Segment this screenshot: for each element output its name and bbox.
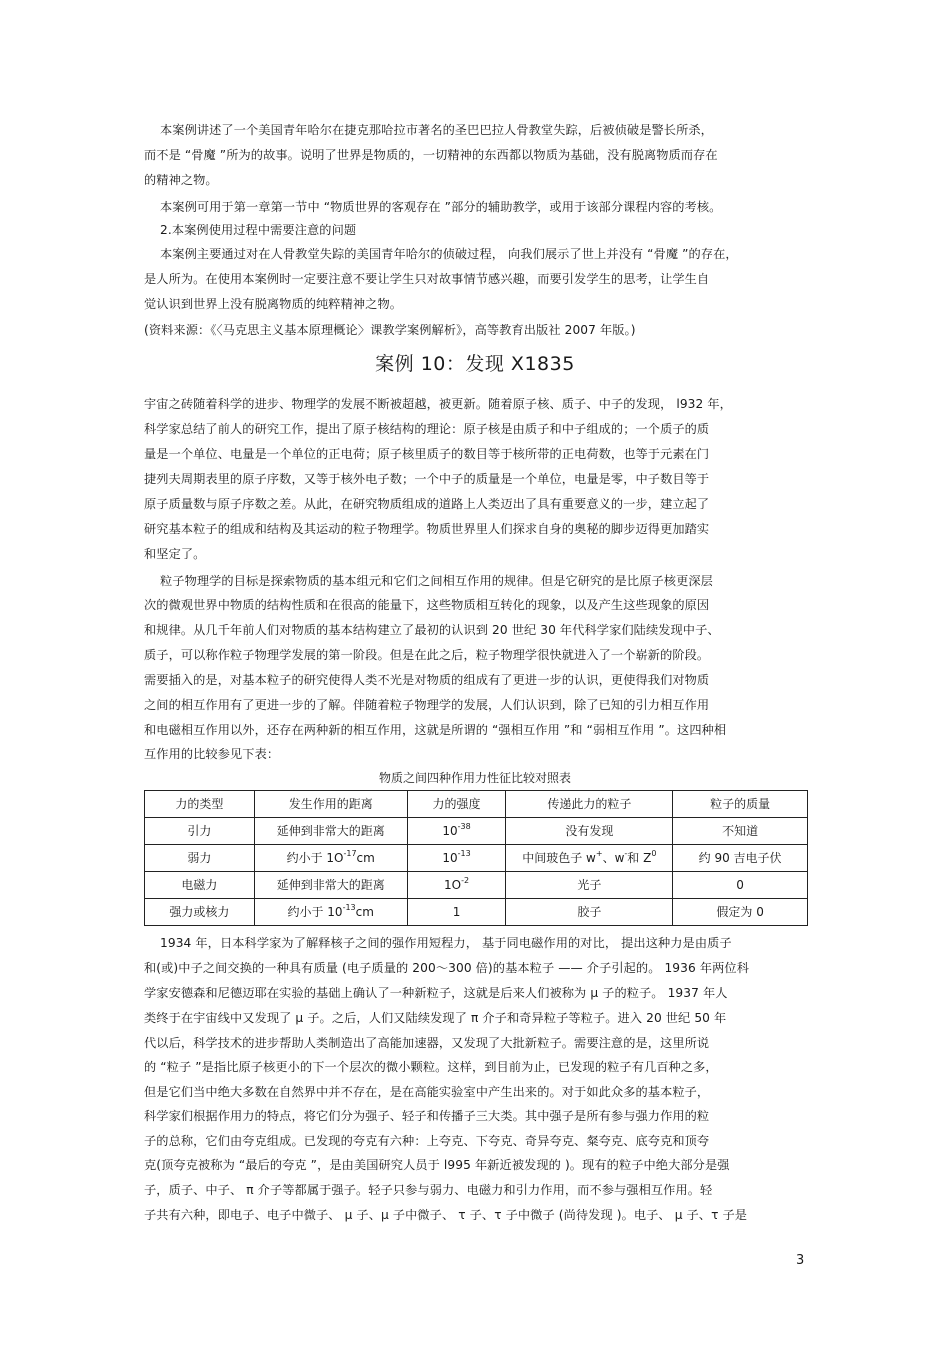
paragraph-line: 和(或)中子之间交换的一种具有质量 (电子质量的 200～300 倍)的基本粒子 —— 介子引起的。 1936 年两位科 — [144, 961, 749, 975]
table-cell: 电磁力 — [145, 872, 255, 899]
section-heading: 2.本案例使用过程中需要注意的问题 — [160, 223, 357, 237]
table-cell: 胶子 — [506, 899, 673, 926]
table-header-row — [145, 791, 808, 818]
paragraph-line: 1934 年，日本科学家为了解释核子之间的强作用短程力， 基于同电磁作用的对比， 提出这种力是由质子 — [160, 936, 732, 950]
paragraph-line: 觉认识到世界上没有脱离物质的纯粹精神之物。 — [144, 297, 403, 311]
paragraph-line: 研究基本粒子的组成和结构及其运动的粒子物理学。物质世界里人们探求自身的奥秘的脚步迈得更加踏实 — [144, 522, 710, 536]
table-header: 力的强度 — [407, 791, 506, 818]
source-citation: (资料来源：《〈马克思主义基本原理概论〉课教学案例解析》，高等教育出版社 2007 年版。) — [144, 323, 636, 337]
table-cell: 约 90 吉电子伏 — [673, 845, 808, 872]
paragraph-line: 原子质量数与原子序数之差。从此，在研究物质组成的道路上人类迈出了具有重要意义的一步，建立起了 — [144, 497, 710, 511]
table-cell-base: 10 — [442, 824, 458, 838]
table-cell: 0 — [673, 872, 808, 899]
table-cell-sup: + — [595, 849, 603, 858]
table-cell — [407, 872, 506, 899]
table-cell-base: 10 — [442, 851, 458, 865]
table-cell: 引力 — [145, 818, 255, 845]
paragraph-line: 科学家总结了前人的研究工作，提出了原子核结构的理论：原子核是由质子和中子组成的；一个质子的质 — [144, 422, 710, 436]
table-cell-base: 约小于 10 — [287, 905, 343, 919]
table-header: 传递此力的粒子 — [506, 791, 673, 818]
table-cell-text: 、w — [602, 851, 625, 865]
table-cell-unit: cm — [355, 905, 374, 919]
paragraph-line: 粒子物理学的目标是探索物质的基本组元和它们之间相互作用的规律。但是它研究的是比原子核更深层 — [160, 574, 713, 588]
paragraph-line: 子共有六种，即电子、电子中微子、 μ 子、μ 子中微子、 τ 子、τ 子中微子 (尚待发现 )。电子、 μ 子、τ 子是 — [144, 1208, 748, 1222]
paragraph-line: 代以后，科学技术的进步帮助人类制造出了高能加速器，又发现了大批新粒子。需要注意的是，这里所说 — [144, 1036, 710, 1050]
table-cell-exponent: -2 — [461, 876, 470, 885]
paragraph-line: 的精神之物。 — [144, 173, 218, 187]
table-cell: 光子 — [506, 872, 673, 899]
table-cell-exponent: -13 — [457, 849, 471, 858]
table-cell — [407, 818, 506, 845]
table-cell-sup: - — [624, 849, 628, 858]
table-cell-exponent: -38 — [457, 822, 471, 831]
table-row — [145, 872, 808, 899]
table-row — [145, 899, 808, 926]
paragraph-line: 和规律。从几千年前人们对物质的基本结构建立了最初的认识到 20 世纪 30 年代科学家们陆续发现中子、 — [144, 623, 720, 637]
table-cell-text: 中间玻色子 w — [522, 851, 596, 865]
paragraph-line: 和坚定了。 — [144, 547, 206, 561]
paragraph-line: 质子，可以称作粒子物理学发展的第一阶段。但是在此之后，粒子物理学很快就进入了一个崭新的阶段。 — [144, 648, 710, 662]
table-cell-unit: cm — [356, 851, 375, 865]
table-cell — [506, 845, 673, 872]
paragraph-line: 但是它们当中绝大多数在自然界中并不存在，是在高能实验室中产生出来的。对于如此众多的基本粒子， — [144, 1085, 710, 1099]
paragraph-line: 需要插入的是，对基本粒子的研究使得人类不光是对物质的组成有了更进一步的认识，更使得我们对物质 — [144, 673, 710, 687]
table-cell-base: 1O — [444, 878, 462, 892]
table-row — [145, 818, 808, 845]
paragraph-line: 宇宙之砖随着科学的进步、物理学的发展不断被超越，被更新。随着原子核、质子、中子的发现， l932 年， — [144, 397, 732, 411]
table-cell — [407, 845, 506, 872]
paragraph-line: 本案例讲述了一个美国青年哈尔在捷克那哈拉市著名的圣巴巴拉人骨教堂失踪，后被侦破是警长所杀， — [160, 123, 713, 137]
table-cell — [254, 899, 407, 926]
table-header: 粒子的质量 — [673, 791, 808, 818]
paragraph-line: 是人所为。在使用本案例时一定要注意不要让学生只对故事情节感兴趣，而要引发学生的思考，让学生自 — [144, 272, 710, 286]
paragraph-line: 本案例主要通过对在人骨教堂失踪的美国青年哈尔的侦破过程， 向我们展示了世上并没有 “骨魔 ”的存在， — [160, 247, 738, 261]
table-cell-exponent: -17 — [343, 849, 357, 858]
table-row — [145, 845, 808, 872]
paragraph-line: 次的微观世界中物质的结构性质和在很高的能量下，这些物质相互转化的现象，以及产生这些现象的原因 — [144, 598, 710, 612]
paragraph-line: 类终于在宇宙线中又发现了 μ 子。之后，人们又陆续发现了 π 介子和奇异粒子等粒子。进入 20 世纪 50 年 — [144, 1011, 727, 1025]
paragraph-line: 的 “粒子 ”是指比原子核更小的下一个层次的微小颗粒。这样，到目前为止，已发现的粒子有几百种之多， — [144, 1060, 718, 1074]
paragraph-line: 科学家们根据作用力的特点，将它们分为强子、轻子和传播子三大类。其中强子是所有参与强力作用的粒 — [144, 1109, 710, 1123]
force-comparison-table — [144, 790, 808, 926]
table-cell-exponent: -13 — [342, 903, 356, 912]
table-cell: 没有发现 — [506, 818, 673, 845]
table-cell — [254, 845, 407, 872]
page-number: 3 — [796, 1253, 805, 1268]
table-header: 力的类型 — [145, 791, 255, 818]
table-cell: 延伸到非常大的距离 — [254, 818, 407, 845]
paragraph-line: 而不是 “骨魔 ”所为的故事。说明了世界是物质的，一切精神的东西都以物质为基础，没有脱离物质而存在 — [144, 148, 718, 162]
table-cell: 假定为 0 — [673, 899, 808, 926]
paragraph-line: 子，质子、中子、 π 介子等都属于强子。轻子只参与弱力、电磁力和引力作用，而不参与强相互作用。轻 — [144, 1183, 713, 1197]
table-cell-sup: 0 — [651, 849, 657, 858]
paragraph-line: 和电磁相互作用以外，还存在两种新的相互作用，这就是所谓的 “强相互作用 ”和 “弱相互作用 ”。这四种相 — [144, 723, 727, 737]
table-cell: 弱力 — [145, 845, 255, 872]
paragraph-line: 之间的相互作用有了更进一步的了解。伴随着粒子物理学的发展，人们认识到，除了已知的引力相互作用 — [144, 698, 710, 712]
table-header: 发生作用的距离 — [254, 791, 407, 818]
paragraph-line: 学家安德森和尼德迈耶在实验的基础上确认了一种新粒子，这就是后来人们被称为 μ 子的粒子。 1937 年人 — [144, 986, 728, 1000]
table-caption: 物质之间四种作用力性征比较对照表 — [378, 771, 571, 785]
paragraph-line: 量是一个单位、电量是一个单位的正电荷；原子核里质子的数目等于核所带的正电荷数，也等于元素在门 — [144, 447, 710, 461]
table-cell: 延伸到非常大的距离 — [254, 872, 407, 899]
paragraph-line: 本案例可用于第一章第一节中 “物质世界的客观存在 ”部分的辅助教学，或用于该部分课程内容的考核。 — [160, 200, 722, 214]
paragraph-line: 子的总称，它们由夸克组成。已发现的夸克有六种：上夸克、下夸克、奇异夸克、粲夸克、底夸克和顶夸 — [144, 1134, 710, 1148]
table-cell: 强力或核力 — [145, 899, 255, 926]
table-cell-text: 和 Z — [627, 851, 652, 865]
table-cell: 不知道 — [673, 818, 808, 845]
paragraph-line: 克(顶夸克被称为 “最后的夸克 ”，是由美国研究人员于 l995 年新近被发现的 )。现有的粒子中绝大部分是强 — [144, 1158, 730, 1172]
table-cell-base: 约小于 1O — [286, 851, 344, 865]
table-cell: 1 — [407, 899, 506, 926]
case-title: 案例 10：发现 X1835 — [375, 353, 575, 375]
paragraph-line: 互作用的比较参见下表： — [144, 747, 280, 761]
paragraph-line: 捷列夫周期表里的原子序数，又等于核外电子数；一个中子的质量是一个单位，电量是零，中子数目等于 — [144, 472, 710, 486]
